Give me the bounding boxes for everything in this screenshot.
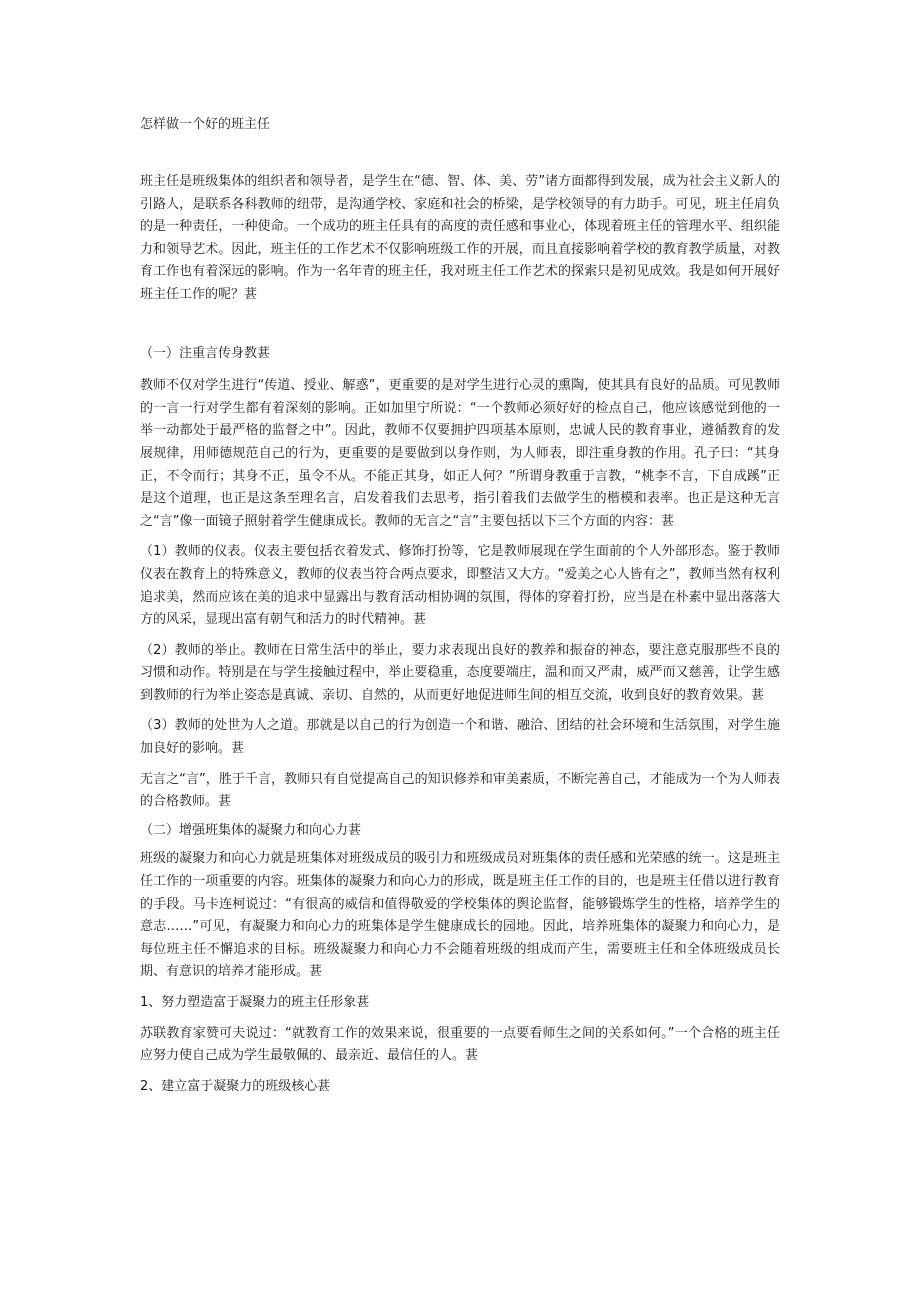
paragraph: 教师不仅对学生进行“传道、授业、解惑”，更重要的是对学生进行心灵的熏陶，使其具有良好的品质。可见教师的一言一行对学生都有着深刻的影响。正如加里宁所说：“一个教师必须好好的检点自己，他应该感觉到他的一举一动都处于最严格的监督之中”。因此，教师不仅要拥护四项基本原则，忠诚人民的教育事业，遵循教育的发展规律，用师德规范自己的行为，更重要的是要做到以身作则，为人师表，即注重身教的作用。孔子曰：“其身正，不令而行；其身不正，虽令不从。不能正其身，如正人何？”所谓身教重于言教，“桃李不言，下自成蹊”正是这个道理，也正是这条至理名言，启发着我们去思考，指引着我们去做学生的楷模和表率。也正是这种无言之“言”像一面镜子照射着学生健康成长。教师的无言之“言”主要包括以下三个方面的内容：葚 [140, 378, 780, 529]
subheading: 2、建立富于凝聚力的班级核心葚 [140, 1078, 331, 1094]
paragraph: 苏联教育家赞可夫说过：“就教育工作的效果来说，很重要的一点要看师生之间的关系如何。”一个合格的班主任应努力使自己成为学生最敬佩的、最亲近、最信任的人。葚 [140, 1025, 780, 1064]
paragraph: （1）教师的仪表。仪表主要包括衣着发式、修饰打扮等，它是教师展现在学生面前的个人外部形态。鉴于教师仪表在教育上的特殊意义，教师的仪表当符合两点要求，即整洁又大方。“爱美之心人皆有之”，教师当然有权利追求美，然而应该在美的追求中显露出与教育活动相协调的氛围，得体的穿着打扮，应当是在朴素中显出落落大方的风采，显现出富有朝气和活力的时代精神。葚 [140, 544, 780, 628]
subheading: 1、努力塑造富于凝聚力的班主任形象葚 [140, 995, 370, 1010]
paragraph: 班级的凝聚力和向心力就是班集体对班级成员的吸引力和班级成员对班集体的责任感和光荣感的统一。这是班主任工作的一项重要的内容。班集体的凝聚力和向心力的形成，既是班主任工作的目的，也是班主任借以进行教育的手段。马卡连柯说过：“有很高的威信和值得敬爱的学校集体的舆论监督，能够锻炼学生的性格，培养学生的意志……”可见，有凝聚力和向心力的班集体是学生健康成长的园地。因此，培养班集体的凝聚力和向心力，是每位班主任不懈追求的目标。班级凝聚力和向心力不会随着班级的组成而产生，需要班主任和全体班级成员长期、有意识的培养才能形成。葚 [140, 851, 780, 980]
section-heading-2: （二）增强班集体的凝聚力和向心力葚 [140, 822, 362, 838]
paragraph: 无言之“言”，胜于千言，教师只有自觉提高自己的知识修养和审美素质，不断完善自己，才能成为一个为人师表的合格教师。葚 [140, 771, 780, 810]
paragraph: （2）教师的举止。教师在日常生活中的举止，要力求表现出良好的教养和振奋的神态，要注意克服那些不良的习惯和动作。特别是在与学生接触过程中，举止要稳重，态度要端庄，温和而又严肃，威严而又慈善，让学生感到教师的行为举止姿态是真诚、亲切、自然的，从而更好地促进师生间的相互交流，收到良好的教育效果。葚 [140, 642, 780, 703]
document-title: 怎样做一个好的班主任 [140, 117, 271, 132]
section-heading-1: （一）注重言传身教葚 [140, 345, 271, 361]
paragraph-intro: 班主任是班级集体的组织者和领导者，是学生在“德、智、体、美、劳”诸方面都得到发展，成为社会主义新人的引路人，是联系各科教师的纽带，是沟通学校、家庭和社会的桥梁，是学校领导的有力助手。可见，班主任肩负的是一种责任，一种使命。一个成功的班主任具有的高度的责任感和事业心，体现着班主任的管理水平、组织能力和领导艺术。因此，班主任的工作艺术不仅影响班级工作的开展，而且直接影响着学校的教育教学质量，对教育工作也有着深远的影响。作为一名年青的班主任，我对班主任工作艺术的探索只是初见成效。我是如何开展好班主任工作的呢？葚 [140, 174, 780, 302]
document-body [140, 171, 780, 1098]
paragraph: （3）教师的处世为人之道。那就是以自己的行为创造一个和谐、融洽、团结的社会环境和生活氛围，对学生施加良好的影响。葚 [140, 718, 780, 757]
